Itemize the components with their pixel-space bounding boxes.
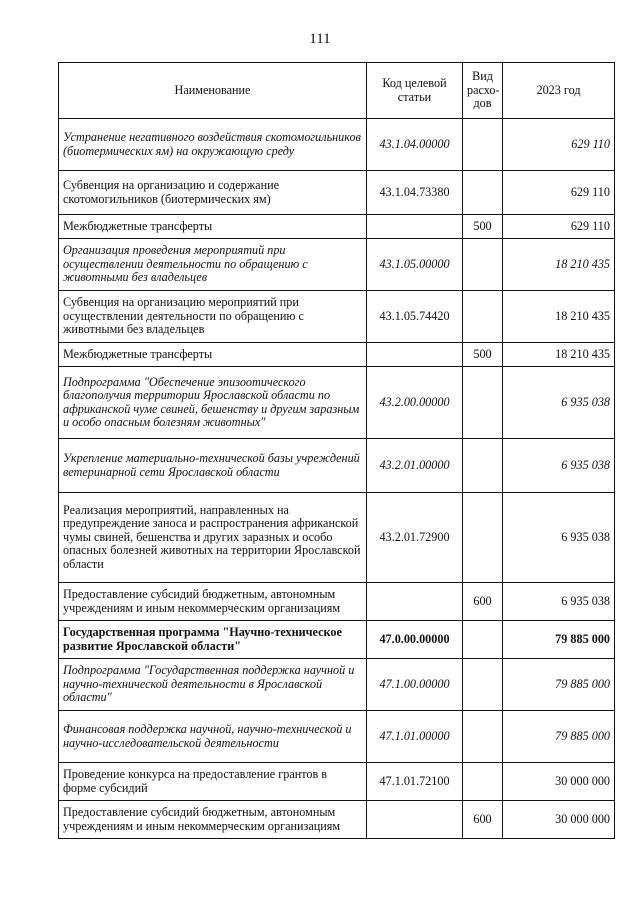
row-code: 43.1.05.00000 [367, 239, 463, 291]
row-sum: 30 000 000 [503, 801, 615, 839]
row-name: Предоставление субсидий бюджетным, автономным учреждениям и иным некоммерческим организациям [59, 801, 367, 839]
row-code: 47.1.01.00000 [367, 711, 463, 763]
row-vid: 600 [463, 583, 503, 621]
row-vid [463, 621, 503, 659]
row-vid [463, 119, 503, 171]
row-name: Укрепление материально-технической базы учреждений ветеринарной сети Ярославской области [59, 439, 367, 493]
row-vid [463, 711, 503, 763]
row-sum: 18 210 435 [503, 239, 615, 291]
row-sum: 6 935 038 [503, 367, 615, 439]
row-vid [463, 239, 503, 291]
row-code [367, 215, 463, 239]
row-name: Организация проведения мероприятий при осуществлении деятельности по обращению с животными без владельцев [59, 239, 367, 291]
row-vid [463, 439, 503, 493]
row-vid [463, 763, 503, 801]
row-code: 47.1.00.00000 [367, 659, 463, 711]
row-code: 47.0.00.00000 [367, 621, 463, 659]
table-row [59, 439, 615, 493]
row-code: 43.1.04.00000 [367, 119, 463, 171]
table-row [59, 801, 615, 839]
table-row [59, 239, 615, 291]
row-vid [463, 367, 503, 439]
row-sum: 629 110 [503, 171, 615, 215]
table-row [59, 493, 615, 583]
row-vid: 500 [463, 343, 503, 367]
table-row [59, 711, 615, 763]
header-code: Код целевой статьи [367, 63, 463, 119]
header-vid: Вид расхо-дов [463, 63, 503, 119]
table-row [59, 343, 615, 367]
row-sum: 6 935 038 [503, 493, 615, 583]
row-vid: 500 [463, 215, 503, 239]
row-vid [463, 659, 503, 711]
table-row [59, 659, 615, 711]
row-sum: 79 885 000 [503, 621, 615, 659]
row-vid [463, 291, 503, 343]
row-code: 43.1.05.74420 [367, 291, 463, 343]
row-name: Проведение конкурса на предоставление грантов в форме субсидий [59, 763, 367, 801]
row-vid [463, 493, 503, 583]
table-row [59, 367, 615, 439]
table-row [59, 119, 615, 171]
row-code [367, 583, 463, 621]
table-row [59, 171, 615, 215]
row-name: Реализация мероприятий, направленных на предупреждение заноса и распространения африканской чумы свиней, бешенства и других заразных и особо опасных болезней животных на территории Ярославской области [59, 493, 367, 583]
row-name: Межбюджетные трансферты [59, 215, 367, 239]
row-name: Устранение негативного воздействия скотомогильников (биотермических ям) на окружающую среду [59, 119, 367, 171]
table-row [59, 583, 615, 621]
row-name: Подпрограмма "Государственная поддержка научной и научно-технической деятельности в Ярославской области" [59, 659, 367, 711]
row-name: Государственная программа "Научно-техническое развитие Ярославской области" [59, 621, 367, 659]
row-code: 43.2.01.00000 [367, 439, 463, 493]
row-sum: 629 110 [503, 119, 615, 171]
table-row [59, 291, 615, 343]
row-sum: 79 885 000 [503, 711, 615, 763]
row-sum: 79 885 000 [503, 659, 615, 711]
row-sum: 18 210 435 [503, 343, 615, 367]
row-code: 43.1.04.73380 [367, 171, 463, 215]
row-name: Финансовая поддержка научной, научно-технической и научно-исследовательской деятельности [59, 711, 367, 763]
row-name: Подпрограмма "Обеспечение эпизоотического благополучия территории Ярославской области по африканской чуме свиней, бешенству и другим заразным и особо опасным болезням животных" [59, 367, 367, 439]
table-body [59, 119, 615, 839]
row-sum: 18 210 435 [503, 291, 615, 343]
row-vid [463, 171, 503, 215]
row-name: Предоставление субсидий бюджетным, автономным учреждениям и иным некоммерческим организациям [59, 583, 367, 621]
header-year: 2023 год [503, 63, 615, 119]
row-code: 43.2.00.00000 [367, 367, 463, 439]
row-sum: 30 000 000 [503, 763, 615, 801]
row-name: Субвенция на организацию мероприятий при осуществлении деятельности по обращению с животными без владельцев [59, 291, 367, 343]
table-row [59, 763, 615, 801]
row-code [367, 343, 463, 367]
row-sum: 629 110 [503, 215, 615, 239]
header-name: Наименование [59, 63, 367, 119]
row-code: 43.2.01.72900 [367, 493, 463, 583]
page-number: 111 [309, 31, 331, 47]
row-sum: 6 935 038 [503, 439, 615, 493]
row-code [367, 801, 463, 839]
row-vid: 600 [463, 801, 503, 839]
row-name: Субвенция на организацию и содержание скотомогильников (биотермических ям) [59, 171, 367, 215]
row-name: Межбюджетные трансферты [59, 343, 367, 367]
table-header-row [59, 63, 615, 119]
table-row [59, 215, 615, 239]
row-sum: 6 935 038 [503, 583, 615, 621]
budget-table [58, 62, 615, 839]
table-row [59, 621, 615, 659]
row-code: 47.1.01.72100 [367, 763, 463, 801]
